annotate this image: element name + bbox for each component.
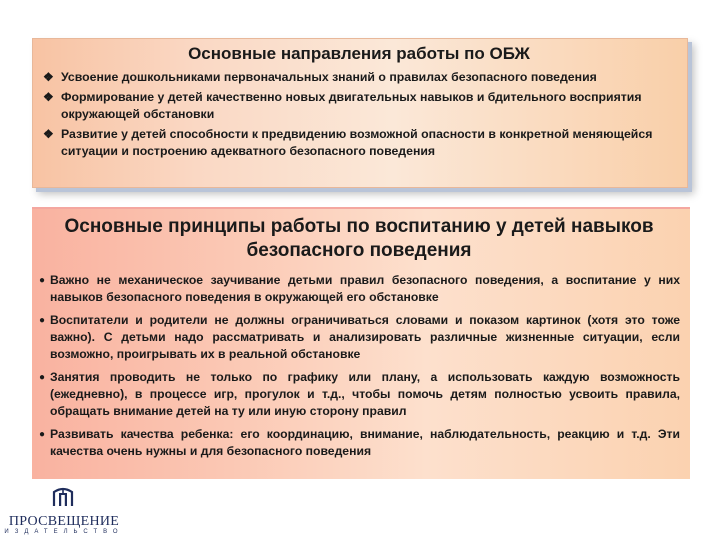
diamond-bullet-icon: ❖ <box>43 70 54 84</box>
directions-panel <box>32 38 688 188</box>
directions-item <box>41 126 677 160</box>
directions-item <box>41 69 677 86</box>
principles-item <box>38 312 680 363</box>
principles-item <box>38 426 680 460</box>
directions-item <box>41 89 677 123</box>
principles-item-text: Занятия проводить не только по графику или плану, а использовать каждую возможность (ежедневно), в процессе игр, прогулок и т.д., чтобы помочь детям полностью усвоить правила, обращать внимание детей на ту или иную сторону правил <box>50 370 680 418</box>
principles-item-text: Важно не механическое заучивание детьми правил безопасного поведения, а воспитание у них навыков безопасного поведения в окружающей его обстановке <box>50 273 680 304</box>
directions-title: Основные направления работы по ОБЖ <box>188 44 530 63</box>
principles-panel <box>32 207 690 479</box>
principles-item <box>38 369 680 420</box>
directions-item-text: Развитие у детей способности к предвидению возможной опасности в конкретной меняющейся ситуации и построению адекватного безопасного поведения <box>61 127 653 158</box>
publisher-logo-icon <box>52 486 74 508</box>
principles-item-text: Развивать качества ребенка: его координацию, внимание, наблюдательность, реакцию и т.д. Эти качества очень нужны и для безопасного поведения <box>50 427 680 458</box>
dot-bullet-icon: ● <box>39 429 46 440</box>
publisher-name: ПРОСВЕЩЕНИЕ <box>8 514 120 529</box>
dot-bullet-icon: ● <box>39 372 46 383</box>
publisher-subtitle: ИЗДАТЕЛЬСТВО <box>4 529 124 535</box>
principles-item-text: Воспитатели и родители не должны ограничиваться словами и показом картинок (хотя это тоже важно). С детьми надо рассматривать и анализировать различные жизненные ситуации, если возможно, проигрывать их в реальной обстановке <box>50 313 680 361</box>
publisher-logo <box>2 484 126 538</box>
directions-item-text: Формирование у детей качественно новых двигательных навыков и бдительного восприятия окружающей обстановки <box>61 90 642 121</box>
dot-bullet-icon: ● <box>39 315 46 326</box>
diamond-bullet-icon: ❖ <box>43 127 54 141</box>
directions-item-text: Усвоение дошкольниками первоначальных знаний о правилах безопасного поведения <box>61 70 597 84</box>
principles-item <box>38 272 680 306</box>
principles-title: Основные принципы работы по воспитанию у детей навыков безопасного поведения <box>64 216 654 261</box>
dot-bullet-icon: ● <box>39 275 46 286</box>
diamond-bullet-icon: ❖ <box>43 90 54 104</box>
